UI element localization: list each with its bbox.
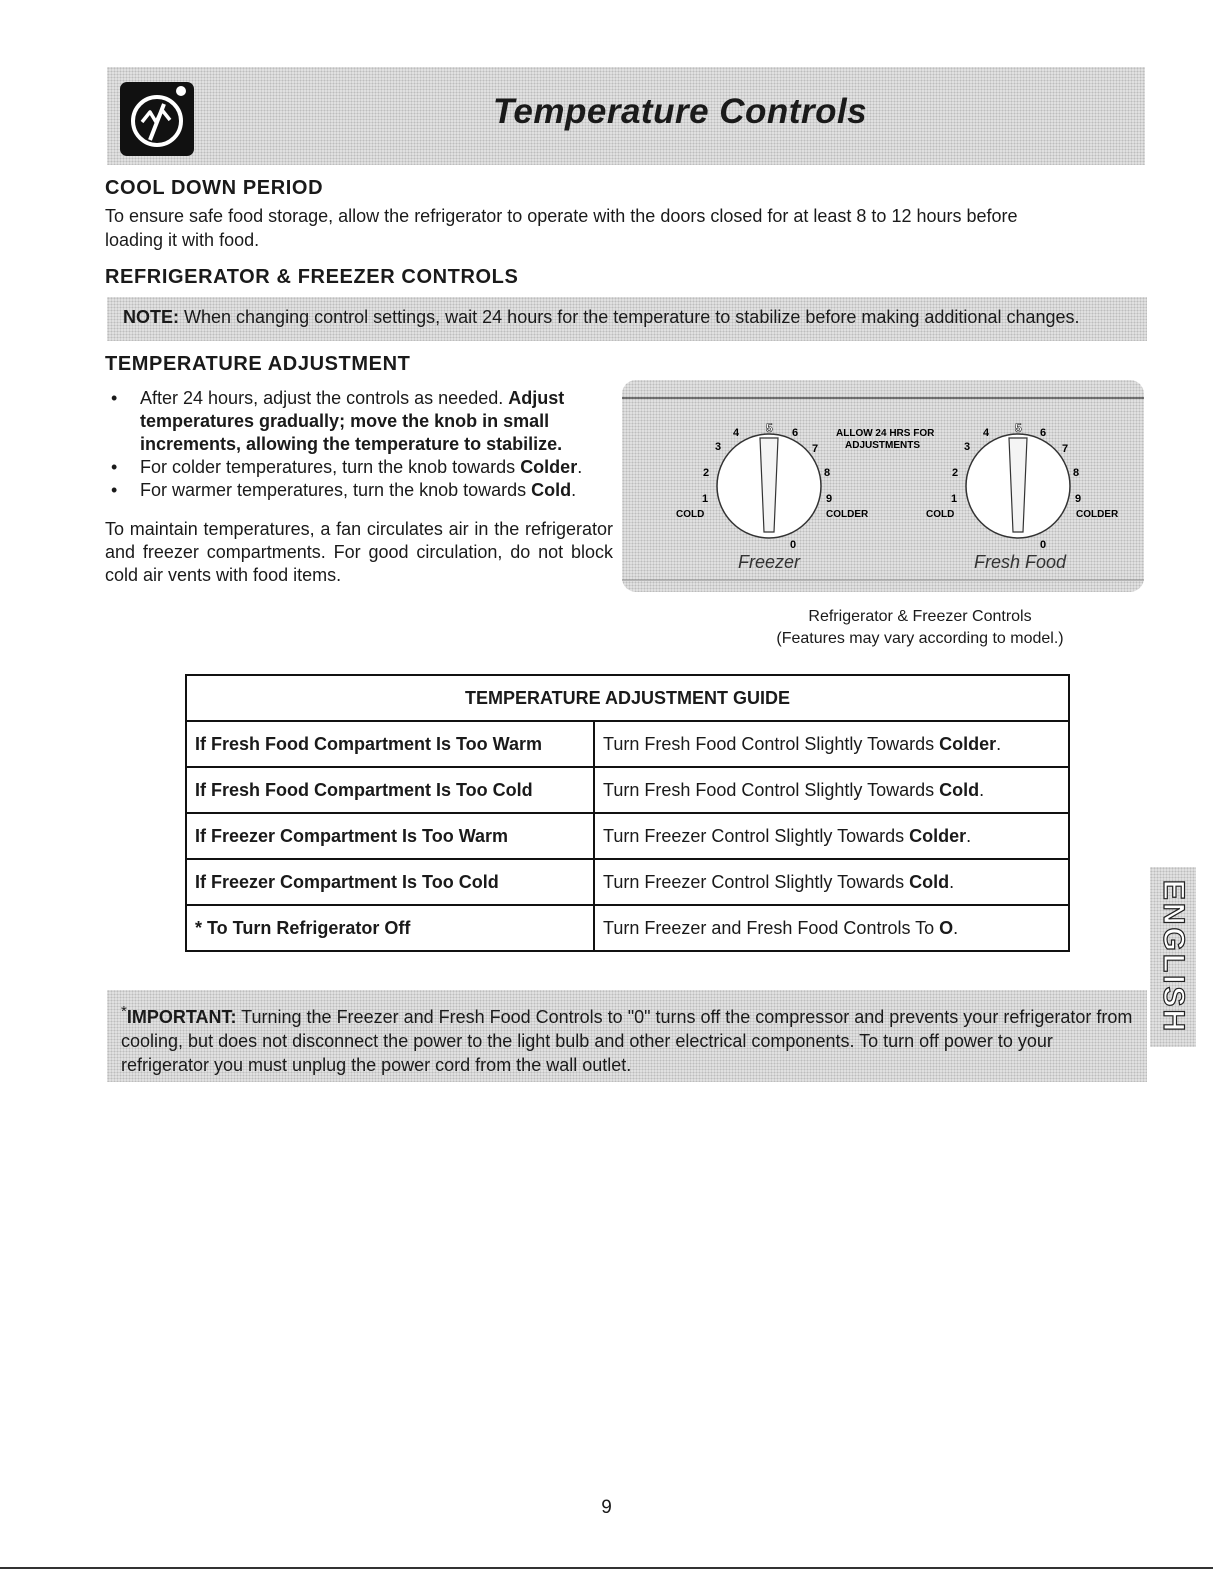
page-number: 9 bbox=[601, 1497, 612, 1518]
list-item bbox=[105, 456, 625, 479]
list-item bbox=[105, 479, 625, 502]
table-cell-action bbox=[594, 767, 1069, 813]
action-end: . bbox=[966, 825, 972, 846]
table-title: TEMPERATURE ADJUSTMENT GUIDE bbox=[186, 675, 1069, 721]
fan-text: To maintain temperatures, a fan circulates air in the refrigerator and freezer compartments. For good circulation, do not block cold air vents with food items. bbox=[105, 519, 613, 585]
fresh-num-9: 9 bbox=[1075, 493, 1082, 505]
adjustment-heading: TEMPERATURE ADJUSTMENT bbox=[105, 353, 411, 375]
bottom-rule bbox=[0, 1567, 1213, 1569]
table-cell-action bbox=[594, 813, 1069, 859]
list-item bbox=[105, 387, 625, 456]
fresh-colder-label: COLDER bbox=[1076, 509, 1119, 520]
freezer-num-3: 3 bbox=[715, 441, 722, 453]
table-cell-action bbox=[594, 905, 1069, 951]
table-cell-action bbox=[594, 859, 1069, 905]
table-cell-condition: If Fresh Food Compartment Is Too Warm bbox=[186, 721, 594, 767]
table-cell-condition: If Freezer Compartment Is Too Warm bbox=[186, 813, 594, 859]
controls-diagram bbox=[622, 380, 1144, 592]
action-bold: O bbox=[939, 917, 954, 938]
note-body: When changing control settings, wait 24 hours for the temperature to stabilize before making additional changes. bbox=[179, 307, 1080, 327]
action-text: Turn Fresh Food Control Slightly Towards bbox=[603, 779, 940, 800]
action-end: . bbox=[949, 871, 955, 892]
fresh-num-4: 4 bbox=[983, 427, 990, 439]
cool-down-heading: COOL DOWN PERIOD bbox=[105, 177, 324, 199]
action-bold: Cold bbox=[909, 871, 950, 892]
important-text bbox=[107, 1000, 1137, 1077]
fresh-num-0: 0 bbox=[1040, 539, 1047, 551]
important-star: * bbox=[121, 1003, 127, 1020]
table-row bbox=[186, 859, 1069, 905]
table-cell-action bbox=[594, 721, 1069, 767]
action-bold: Cold bbox=[939, 779, 980, 800]
fresh-num-2: 2 bbox=[952, 467, 959, 479]
freezer-num-9: 9 bbox=[826, 493, 833, 505]
table-cell-condition: If Fresh Food Compartment Is Too Cold bbox=[186, 767, 594, 813]
table-row bbox=[186, 813, 1069, 859]
bullet-3-end: . bbox=[571, 480, 577, 500]
action-end: . bbox=[979, 779, 985, 800]
language-tab-label bbox=[1150, 867, 1196, 1047]
action-end: . bbox=[996, 733, 1002, 754]
bullet-1-plain: After 24 hours, adjust the controls as needed. bbox=[140, 388, 509, 408]
important-label: IMPORTANT: bbox=[126, 1007, 237, 1027]
caption-line-1: Refrigerator & Freezer Controls bbox=[808, 608, 1032, 625]
fresh-num-1: 1 bbox=[951, 493, 958, 505]
freezer-num-4: 4 bbox=[733, 427, 740, 439]
page-title: Temperature Controls bbox=[492, 92, 868, 131]
caption-line-2: (Features may vary according to model.) bbox=[776, 630, 1064, 647]
bullet-2-bold: Colder bbox=[520, 457, 578, 477]
freezer-num-7: 7 bbox=[812, 443, 819, 455]
table-header-row bbox=[186, 675, 1069, 721]
bullet-2-plain: For colder temperatures, turn the knob towards bbox=[140, 457, 521, 477]
fresh-num-8: 8 bbox=[1073, 467, 1080, 479]
action-bold: Colder bbox=[909, 825, 967, 846]
note-text bbox=[123, 307, 1080, 328]
action-end: . bbox=[953, 917, 959, 938]
fresh-num-5: 5 bbox=[1015, 421, 1022, 435]
controls-diagram-svg bbox=[622, 380, 1144, 592]
table-row bbox=[186, 905, 1069, 951]
cool-down-line-2: loading it with food. bbox=[105, 230, 260, 250]
cool-down-line-1: To ensure safe food storage, allow the refrigerator to operate with the doors closed for at least 8 to 12 hours before bbox=[105, 206, 1018, 226]
adjustment-guide-table bbox=[185, 674, 1070, 952]
important-body: Turning the Freezer and Fresh Food Controls to "0" turns off the compressor and prevents your refrigerator from cooling, but does not disconnect the power to the light bulb and other electrical components. To turn off power to your refrigerator you must unplug the power cord from the wall outlet. bbox=[121, 1007, 1133, 1075]
table-cell-condition: If Freezer Compartment Is Too Cold bbox=[186, 859, 594, 905]
freezer-colder-label: COLDER bbox=[826, 509, 869, 520]
bullet-3-bold: Cold bbox=[531, 480, 572, 500]
action-bold: Colder bbox=[939, 733, 997, 754]
cool-down-text bbox=[105, 204, 1018, 252]
freezer-num-8: 8 bbox=[824, 467, 831, 479]
fresh-food-label: Fresh Food bbox=[974, 552, 1067, 572]
bullet-1-bold: Adjust temperatures gradually; move the knob in small increments, allowing the temperature to stabilize. bbox=[140, 388, 565, 454]
freezer-num-1: 1 bbox=[702, 493, 709, 505]
freezer-num-5: 5 bbox=[766, 421, 773, 435]
bullet-2-end: . bbox=[577, 457, 583, 477]
language-tab-text: ENGLISH bbox=[1157, 879, 1191, 1035]
table-cell-condition: * To Turn Refrigerator Off bbox=[186, 905, 594, 951]
table-row bbox=[186, 767, 1069, 813]
table-row bbox=[186, 721, 1069, 767]
action-text: Turn Fresh Food Control Slightly Towards bbox=[603, 733, 940, 754]
allow-line-1: ALLOW 24 HRS FOR bbox=[836, 428, 935, 439]
allow-line-2: ADJUSTMENTS bbox=[845, 440, 921, 451]
freezer-num-6: 6 bbox=[792, 427, 799, 439]
fresh-num-7: 7 bbox=[1062, 443, 1069, 455]
freezer-num-0: 0 bbox=[790, 539, 797, 551]
freezer-label: Freezer bbox=[738, 552, 801, 572]
note-label: NOTE: bbox=[123, 307, 179, 327]
action-text: Turn Freezer and Fresh Food Controls To bbox=[603, 917, 940, 938]
action-text: Turn Freezer Control Slightly Towards bbox=[603, 825, 910, 846]
freezer-cold-label: COLD bbox=[676, 509, 705, 520]
diagram-caption bbox=[710, 606, 1130, 650]
controls-heading: REFRIGERATOR & FREEZER CONTROLS bbox=[105, 266, 519, 288]
fresh-num-3: 3 bbox=[964, 441, 971, 453]
bullet-3-plain: For warmer temperatures, turn the knob towards bbox=[140, 480, 532, 500]
fresh-cold-label: COLD bbox=[926, 509, 955, 520]
fresh-num-6: 6 bbox=[1040, 427, 1047, 439]
freezer-num-2: 2 bbox=[703, 467, 710, 479]
action-text: Turn Freezer Control Slightly Towards bbox=[603, 871, 910, 892]
adjustment-list bbox=[105, 387, 625, 502]
thermostat-dial-icon bbox=[120, 82, 194, 156]
